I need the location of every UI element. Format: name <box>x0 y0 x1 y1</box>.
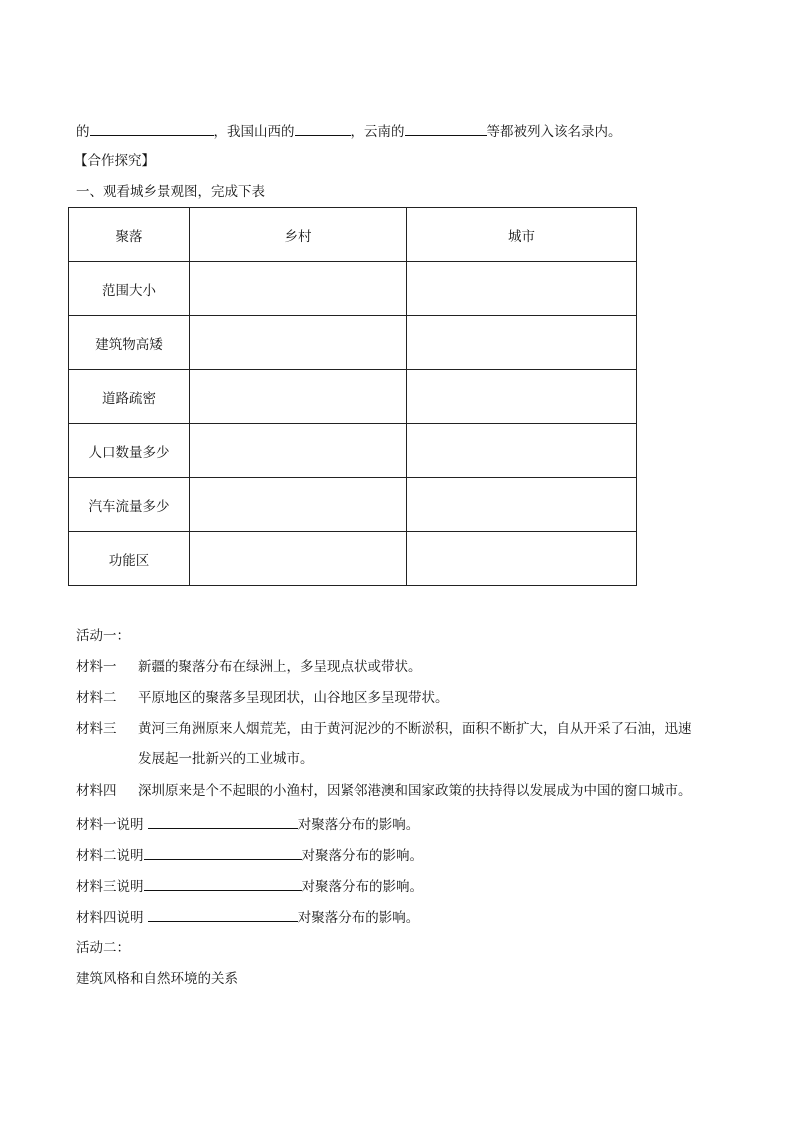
explain-line-4 <box>76 907 419 927</box>
material-2 <box>76 689 449 707</box>
activity2-heading: 活动二： <box>76 940 130 956</box>
rural-answer-cell[interactable] <box>190 316 407 370</box>
row-label: 道路疏密 <box>69 370 190 424</box>
answer-blank-2[interactable] <box>295 121 351 136</box>
rural-answer-cell[interactable] <box>190 424 407 478</box>
fill-text-3: ，云南的 <box>350 124 405 140</box>
explain-label: 材料三说明 <box>76 879 144 895</box>
urban-answer-cell[interactable] <box>407 370 637 424</box>
material-label: 材料三 <box>76 721 117 737</box>
row-label: 人口数量多少 <box>69 424 190 478</box>
urban-answer-cell[interactable] <box>407 532 637 586</box>
explain-label: 材料一说明 <box>76 817 144 833</box>
material-text-continued: 发展起一批新兴的工业城市。 <box>138 751 314 767</box>
table-row <box>69 478 637 532</box>
rural-answer-cell[interactable] <box>190 370 407 424</box>
row-label: 建筑物高矮 <box>69 316 190 370</box>
explain-line-1 <box>76 814 419 834</box>
fill-text-4: 等都被列入该名录内。 <box>486 124 622 140</box>
explain-label: 材料四说明 <box>76 910 144 926</box>
rural-answer-cell[interactable] <box>190 532 407 586</box>
table-row <box>69 532 637 586</box>
activity2-text: 建筑风格和自然环境的关系 <box>76 971 238 987</box>
material-label: 材料四 <box>76 783 117 799</box>
table-row <box>69 316 637 370</box>
comparison-table <box>68 207 637 586</box>
urban-answer-cell[interactable] <box>407 262 637 316</box>
table-header-row <box>69 208 637 262</box>
explain-blank-4[interactable] <box>148 907 298 922</box>
material-label: 材料二 <box>76 690 117 706</box>
urban-answer-cell[interactable] <box>407 478 637 532</box>
section-heading: 【合作探究】 <box>74 153 155 169</box>
explain-blank-2[interactable] <box>144 845 302 860</box>
urban-answer-cell[interactable] <box>407 316 637 370</box>
table-row <box>69 262 637 316</box>
explain-suffix: 对聚落分布的影响。 <box>301 848 423 864</box>
table-row <box>69 370 637 424</box>
material-label: 材料一 <box>76 659 117 675</box>
material-text: 新疆的聚落分布在绿洲上，多呈现点状或带状。 <box>138 659 422 675</box>
explain-suffix: 对聚落分布的影响。 <box>301 879 423 895</box>
explain-line-2 <box>76 845 423 865</box>
rural-answer-cell[interactable] <box>190 262 407 316</box>
fill-text-1: 的 <box>76 124 90 140</box>
urban-answer-cell[interactable] <box>407 424 637 478</box>
fill-text-2: ，我国山西的 <box>213 124 295 140</box>
material-text: 平原地区的聚落多呈现团状，山谷地区多呈现带状。 <box>138 690 449 706</box>
answer-blank-3[interactable] <box>405 121 487 136</box>
material-4 <box>76 782 692 800</box>
task1-heading: 一、观看城乡景观图，完成下表 <box>76 184 265 200</box>
answer-blank-1[interactable] <box>90 121 214 136</box>
row-label: 汽车流量多少 <box>69 478 190 532</box>
material-3 <box>76 720 692 768</box>
explain-line-3 <box>76 876 423 896</box>
rural-answer-cell[interactable] <box>190 478 407 532</box>
explain-blank-1[interactable] <box>148 814 298 829</box>
row-label: 范围大小 <box>69 262 190 316</box>
fill-in-line <box>76 121 622 141</box>
explain-blank-3[interactable] <box>144 876 302 891</box>
material-1 <box>76 658 422 676</box>
explain-suffix: 对聚落分布的影响。 <box>297 910 420 926</box>
table-row <box>69 424 637 478</box>
material-text: 深圳原来是个不起眼的小渔村，因紧邻港澳和国家政策的扶持得以发展成为中国的窗口城市。 <box>138 783 692 799</box>
activity1-heading: 活动一： <box>76 628 130 644</box>
row-label: 功能区 <box>69 532 190 586</box>
header-cell-urban: 城市 <box>407 208 637 262</box>
explain-label: 材料二说明 <box>76 848 144 864</box>
material-text: 黄河三角洲原来人烟荒芜，由于黄河泥沙的不断淤积，面积不断扩大，自从开采了石油，迅速 <box>138 721 692 737</box>
header-cell-rural: 乡村 <box>190 208 407 262</box>
header-cell-settlement: 聚落 <box>69 208 190 262</box>
explain-suffix: 对聚落分布的影响。 <box>297 817 420 833</box>
